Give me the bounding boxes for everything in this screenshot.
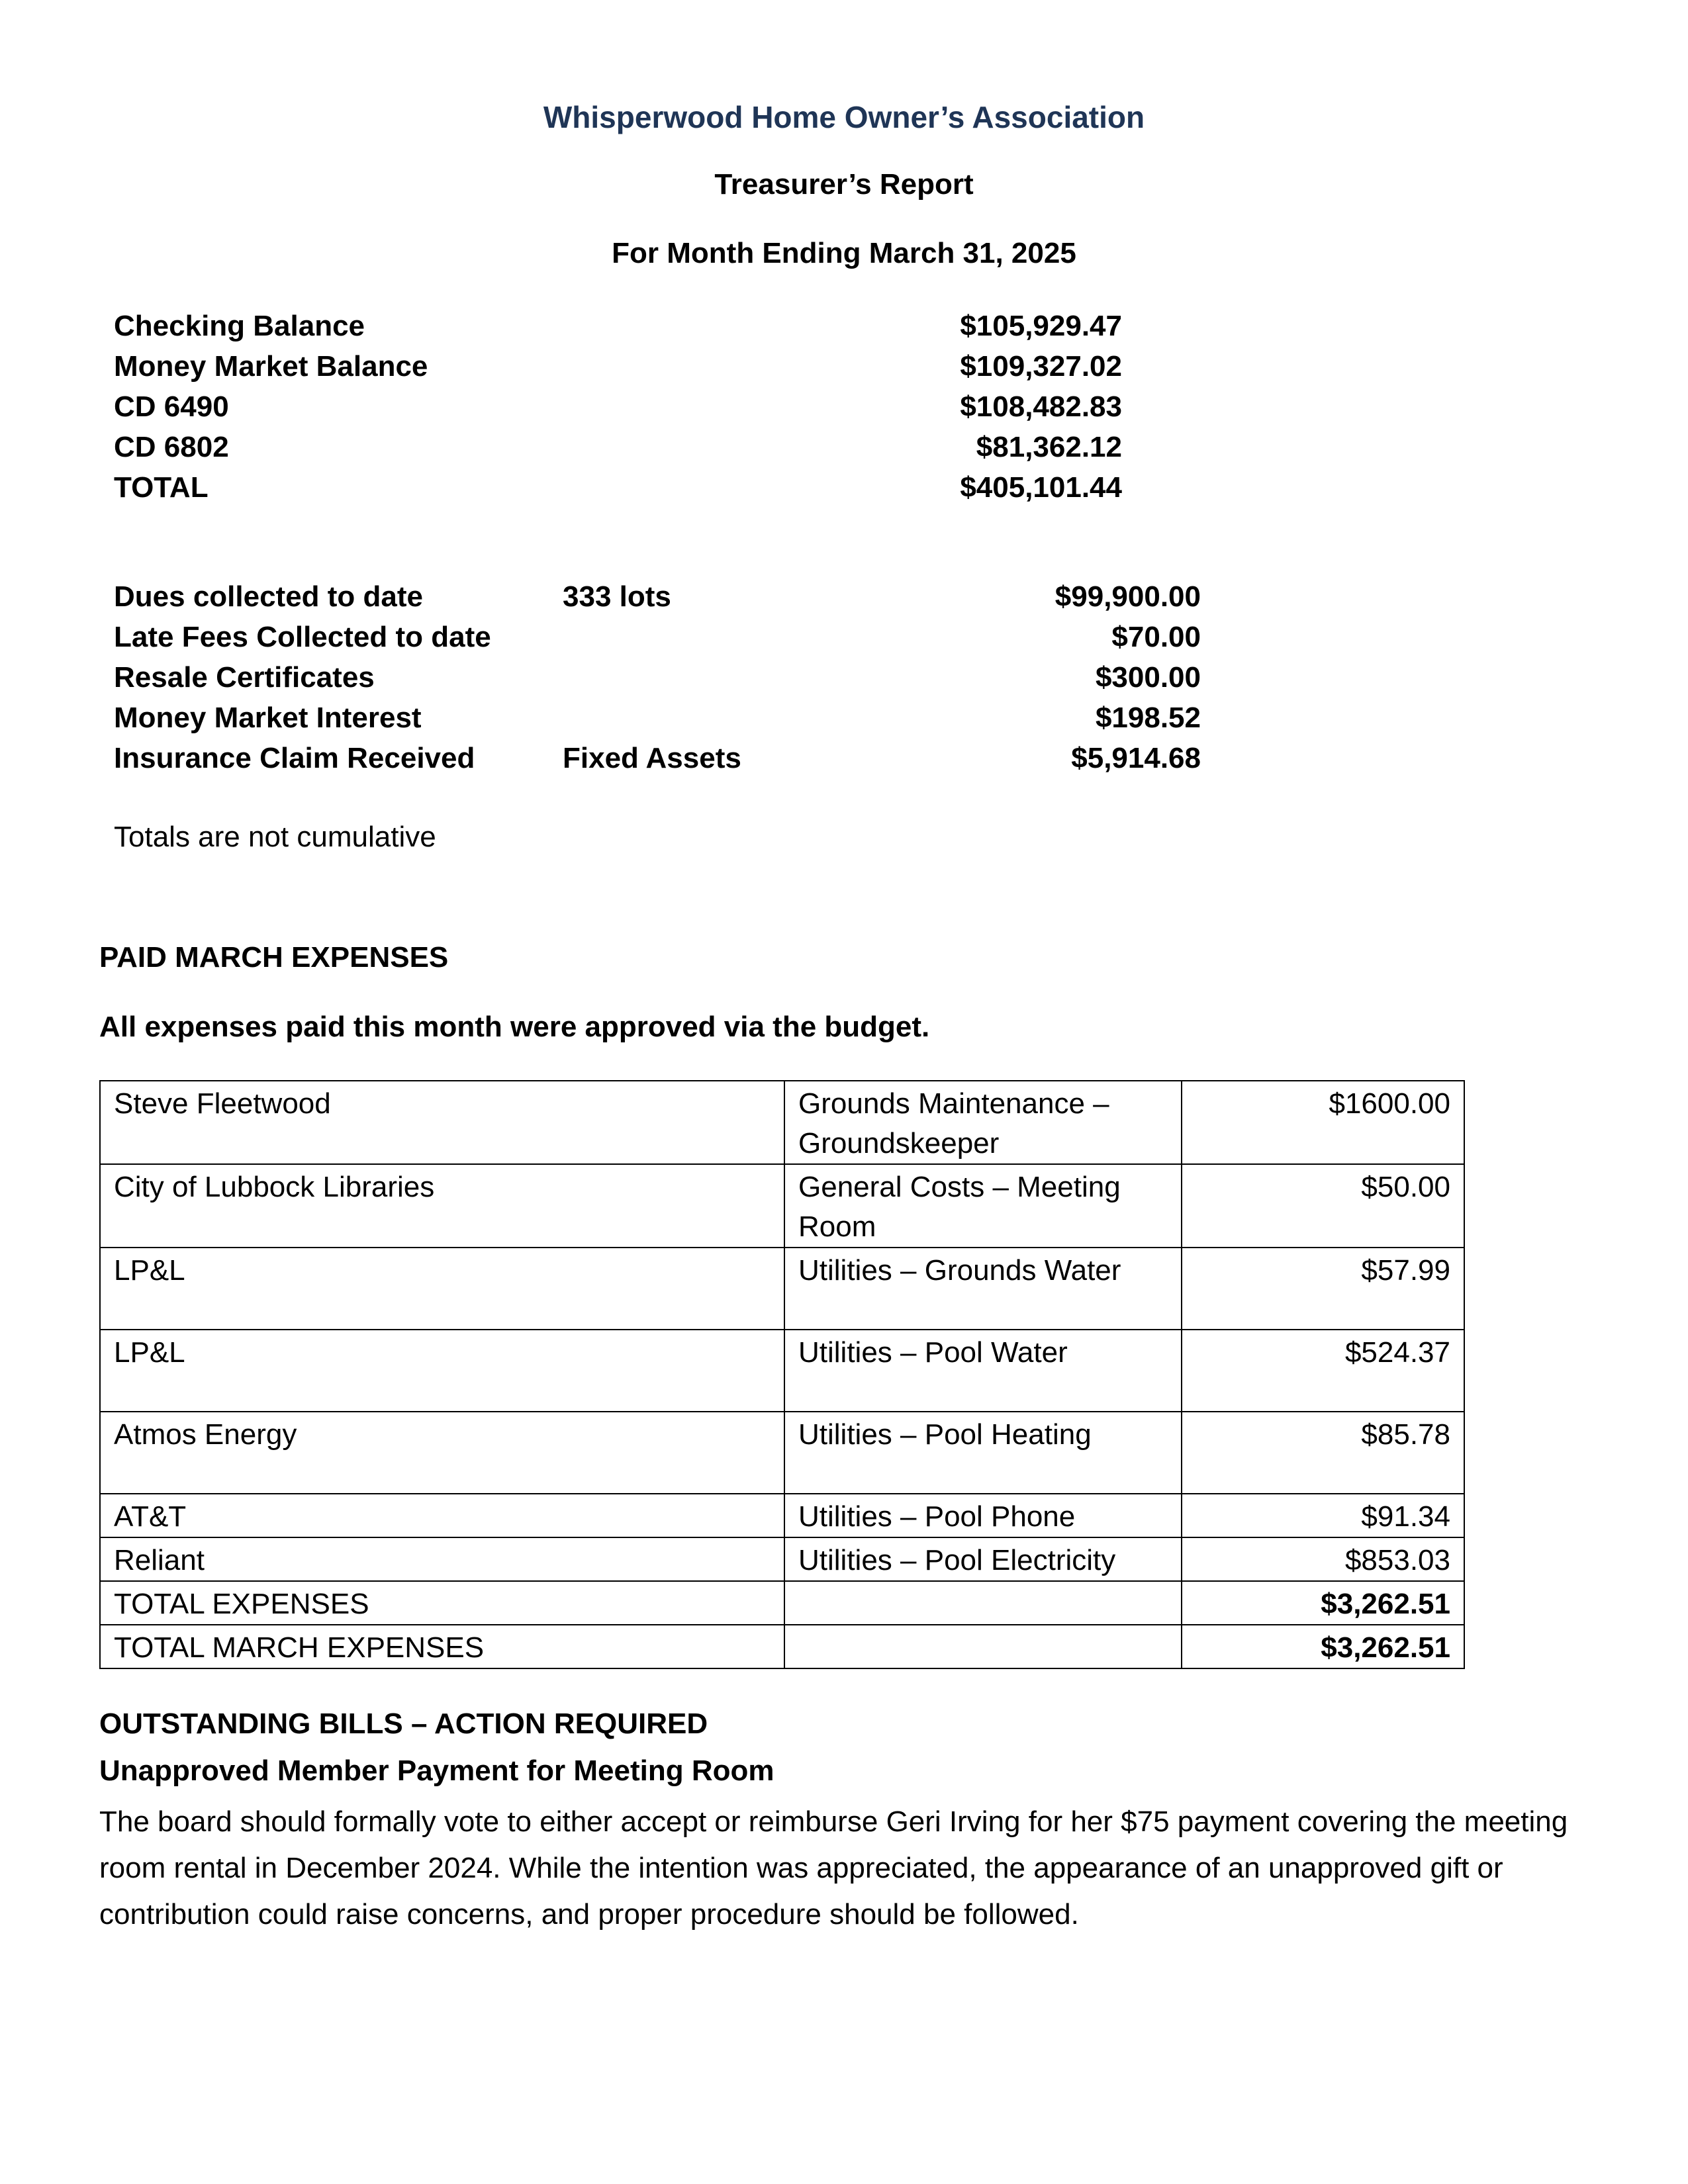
balance-amount: $105,929.47 xyxy=(960,310,1122,342)
category-cell: Utilities – Pool Electricity xyxy=(784,1537,1182,1581)
total-march-expenses-row xyxy=(100,1625,1464,1668)
category-cell: Utilities – Pool Water xyxy=(784,1330,1182,1412)
balance-label: Checking Balance xyxy=(114,310,365,342)
amount-cell: $524.37 xyxy=(1182,1330,1464,1412)
income-amount: $5,914.68 xyxy=(1071,742,1201,774)
amount-cell: $85.78 xyxy=(1182,1412,1464,1494)
amount-cell: $91.34 xyxy=(1182,1494,1464,1537)
amount-cell: $3,262.51 xyxy=(1182,1581,1464,1625)
report-period: For Month Ending March 31, 2025 xyxy=(612,237,1076,269)
payee-cell: Steve Fleetwood xyxy=(100,1081,784,1164)
income-row xyxy=(0,577,1688,617)
payee-cell: City of Lubbock Libraries xyxy=(100,1164,784,1248)
table-row xyxy=(100,1164,1464,1248)
income-note: 333 lots xyxy=(563,580,671,613)
balance-row xyxy=(0,347,1688,387)
balance-label: TOTAL xyxy=(114,471,209,504)
report-title: Treasurer’s Report xyxy=(714,168,974,201)
payee-cell: Atmos Energy xyxy=(100,1412,784,1494)
balance-amount: $405,101.44 xyxy=(960,471,1122,504)
income-row xyxy=(0,698,1688,738)
payee-cell: LP&L xyxy=(100,1330,784,1412)
category-cell xyxy=(784,1581,1182,1625)
income-label: Resale Certificates xyxy=(114,661,375,694)
category-cell: Utilities – Pool Phone xyxy=(784,1494,1182,1537)
expenses-subheading: All expenses paid this month were approved via the budget. xyxy=(99,1011,930,1043)
payee-cell: Reliant xyxy=(100,1537,784,1581)
balance-label: Money Market Balance xyxy=(114,350,428,383)
income-row xyxy=(0,617,1688,657)
income-note: Fixed Assets xyxy=(563,742,741,774)
amount-cell: $50.00 xyxy=(1182,1164,1464,1248)
payee-cell: AT&T xyxy=(100,1494,784,1537)
amount-cell: $1600.00 xyxy=(1182,1081,1464,1164)
balance-amount: $109,327.02 xyxy=(960,350,1122,383)
total-expenses-row xyxy=(100,1581,1464,1625)
expenses-heading: PAID MARCH EXPENSES xyxy=(99,941,449,974)
category-cell: General Costs – Meeting Room xyxy=(784,1164,1182,1248)
table-row xyxy=(100,1494,1464,1537)
payee-cell: TOTAL EXPENSES xyxy=(100,1581,784,1625)
table-row xyxy=(100,1081,1464,1164)
payee-cell: LP&L xyxy=(100,1248,784,1330)
table-row xyxy=(100,1330,1464,1412)
income-amount: $198.52 xyxy=(1095,702,1201,734)
income-label: Insurance Claim Received xyxy=(114,742,475,774)
outstanding-heading: OUTSTANDING BILLS – ACTION REQUIRED xyxy=(99,1707,708,1740)
balance-amount: $81,362.12 xyxy=(976,431,1122,463)
balance-label: CD 6802 xyxy=(114,431,229,463)
balance-row xyxy=(0,387,1688,427)
balance-amount: $108,482.83 xyxy=(960,390,1122,423)
income-label: Dues collected to date xyxy=(114,580,424,613)
balance-row xyxy=(0,428,1688,467)
income-amount: $300.00 xyxy=(1095,661,1201,694)
outstanding-subheading: Unapproved Member Payment for Meeting Room xyxy=(99,1754,774,1787)
table-row xyxy=(100,1412,1464,1494)
category-cell: Utilities – Grounds Water xyxy=(784,1248,1182,1330)
category-cell xyxy=(784,1625,1182,1668)
expenses-table xyxy=(99,1080,1465,1669)
totals-note: Totals are not cumulative xyxy=(114,821,436,853)
amount-cell: $853.03 xyxy=(1182,1537,1464,1581)
income-row xyxy=(0,658,1688,698)
organization-title: Whisperwood Home Owner’s Association xyxy=(543,100,1145,134)
income-amount: $70.00 xyxy=(1111,621,1201,653)
income-row xyxy=(0,739,1688,778)
payee-cell: TOTAL MARCH EXPENSES xyxy=(100,1625,784,1668)
outstanding-paragraph: The board should formally vote to either accept or reimburse Geri Irving for her $75 payment covering the meeting room rental in December 2024. While the intention was appreciated, the appearance of an unapproved gift or contribution could raise concerns, and proper procedure should be followed. xyxy=(99,1805,1568,1931)
amount-cell: $3,262.51 xyxy=(1182,1625,1464,1668)
category-cell: Grounds Maintenance – Groundskeeper xyxy=(784,1081,1182,1164)
category-cell: Utilities – Pool Heating xyxy=(784,1412,1182,1494)
table-row xyxy=(100,1537,1464,1581)
balance-row xyxy=(0,306,1688,346)
income-amount: $99,900.00 xyxy=(1055,580,1201,613)
table-row xyxy=(100,1248,1464,1330)
income-label: Late Fees Collected to date xyxy=(114,621,491,653)
amount-cell: $57.99 xyxy=(1182,1248,1464,1330)
balance-total-row xyxy=(0,468,1688,508)
balance-label: CD 6490 xyxy=(114,390,229,423)
income-label: Money Market Interest xyxy=(114,702,422,734)
